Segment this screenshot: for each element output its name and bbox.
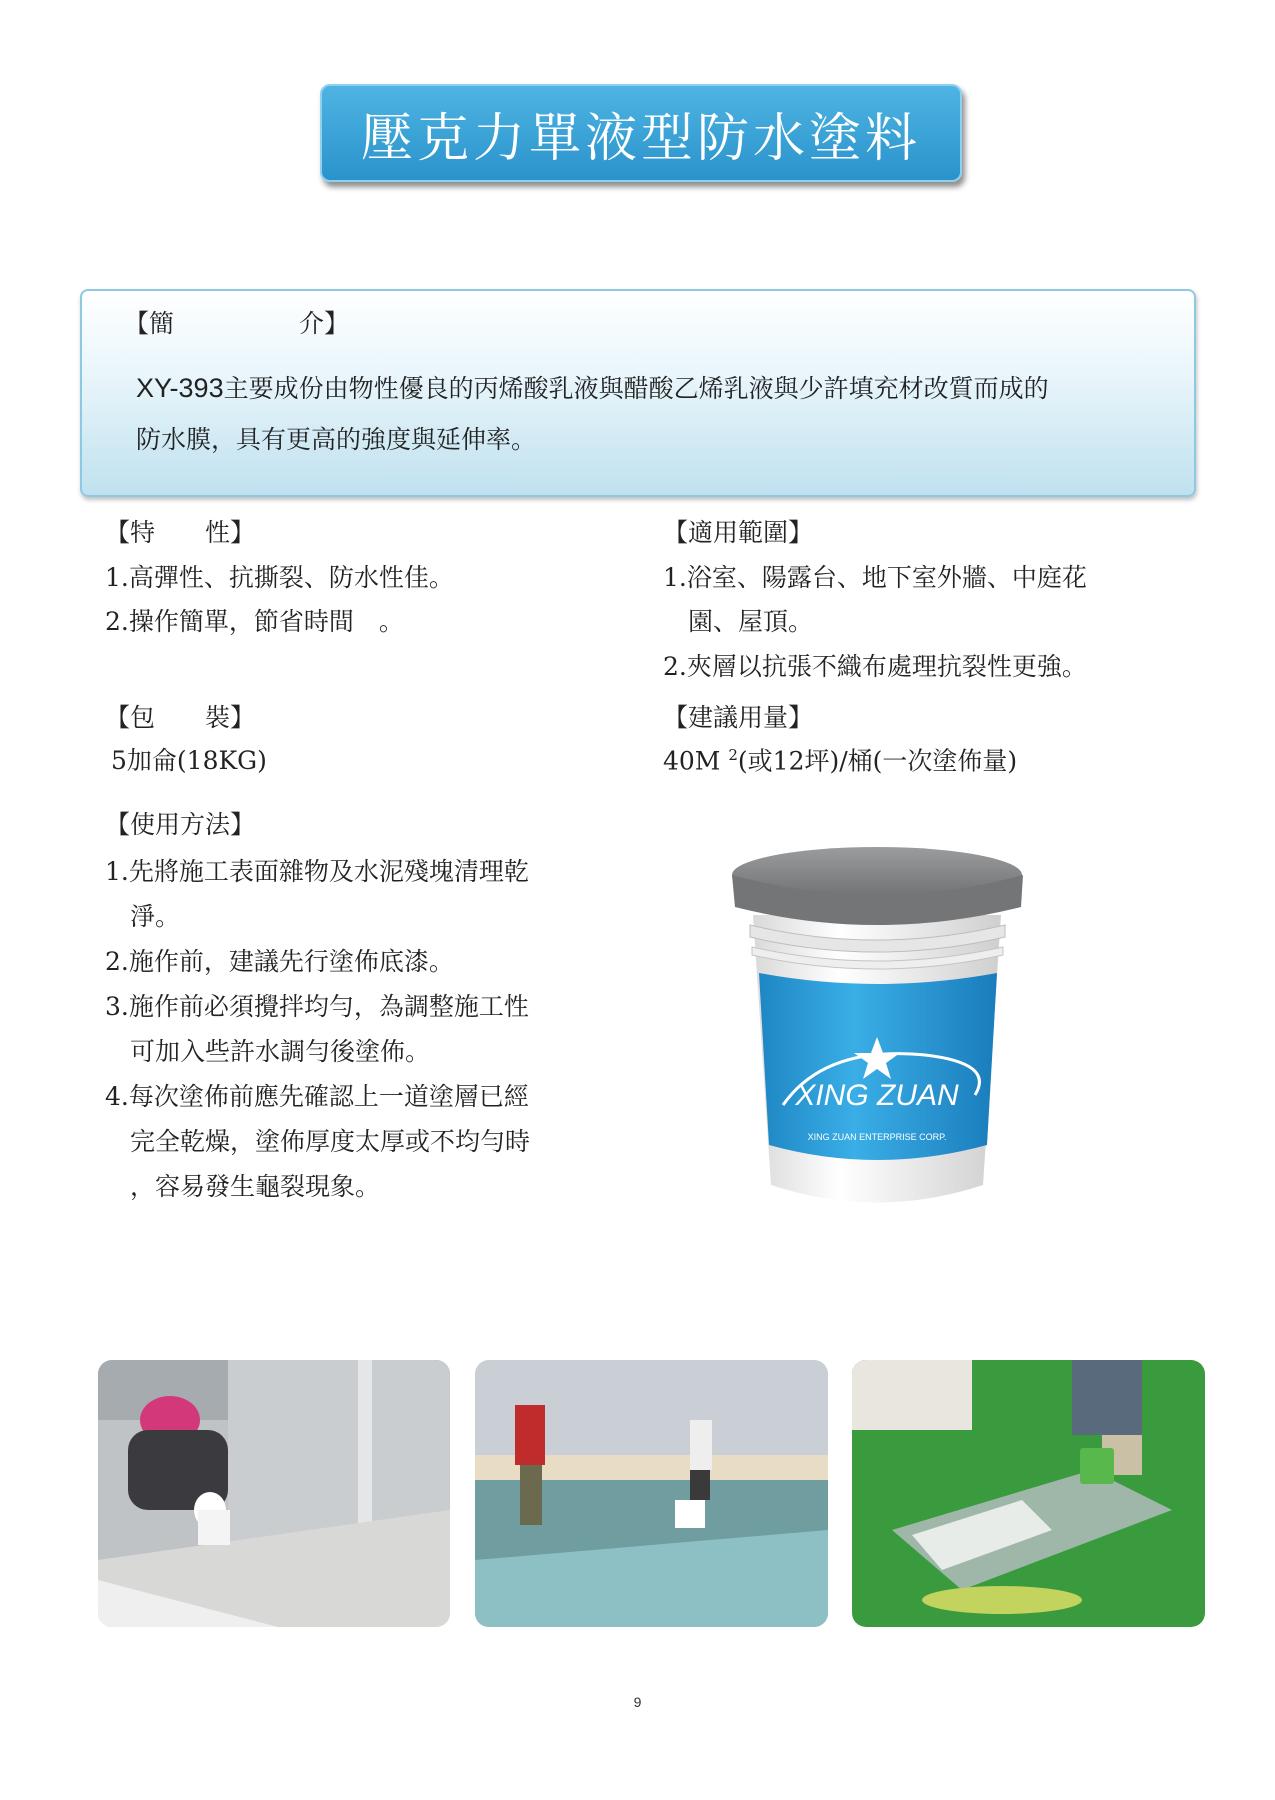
dosage-superscript: 2 [728, 746, 738, 764]
dosage-area: 40M [663, 746, 721, 776]
page-number: 9 [633, 1694, 642, 1710]
packaging-value: 5加侖(18KG) [111, 746, 267, 775]
dosage-value [663, 746, 1017, 776]
bucket-brand: XING ZUAN [795, 1079, 959, 1112]
intro-line-1-text: 主要成份由物性優良的丙烯酸乳液與醋酸乙烯乳液與少許填充材改質而成的 [223, 374, 1049, 403]
usage-line: 4.每次塗佈前應先確認上一道塗層已經 [105, 1082, 529, 1111]
usage-line: 可加入些許水調勻後塗佈。 [105, 1037, 431, 1066]
features-heading: 【特 性】 [105, 518, 256, 547]
title-banner [320, 84, 962, 182]
photo-green-roof-coating [852, 1360, 1205, 1627]
product-code: XY-393 [136, 373, 224, 403]
usage-heading: 【使用方法】 [105, 810, 256, 839]
feature-item: 1.高彈性、抗撕裂、防水性佳。 [105, 563, 454, 592]
usage-line: 3.施作前必須攪拌均勻，為調整施工性 [105, 992, 529, 1021]
feature-item: 2.操作簡單，節省時間 。 [105, 607, 404, 636]
product-bucket-image [725, 845, 1030, 1225]
scope-line: 2.夾層以抗張不織布處理抗裂性更強。 [663, 652, 1087, 681]
bucket-company: XING ZUAN ENTERPRISE CORP. [807, 1132, 947, 1142]
scope-heading: 【適用範圍】 [663, 518, 814, 547]
usage-line: 2.施作前，建議先行塗佈底漆。 [105, 947, 454, 976]
usage-line: 完全乾燥，塗佈厚度太厚或不均勻時 [105, 1127, 531, 1156]
photo-worker-wall-corner [98, 1360, 450, 1627]
scope-line: 園、屋頂。 [663, 607, 814, 636]
scope-line: 1.浴室、陽露台、地下室外牆、中庭花 [663, 563, 1087, 592]
dosage-detail: (或12坪)/桶(一次塗佈量) [737, 746, 1018, 776]
photo-rooftop-workers [475, 1360, 828, 1627]
intro-heading: 【簡 介】 [124, 309, 350, 338]
dosage-heading: 【建議用量】 [663, 703, 814, 732]
intro-line-2: 防水膜，具有更高的強度與延伸率。 [136, 425, 537, 454]
usage-line: ，容易發生龜裂現象。 [105, 1172, 381, 1201]
packaging-heading: 【包 裝】 [105, 703, 256, 732]
usage-line: 1.先將施工表面雜物及水泥殘塊清理乾 [105, 857, 529, 886]
usage-line: 淨。 [105, 902, 181, 931]
intro-line-1 [136, 372, 1049, 404]
page-title: 壓克力單液型防水塗料 [360, 108, 921, 169]
